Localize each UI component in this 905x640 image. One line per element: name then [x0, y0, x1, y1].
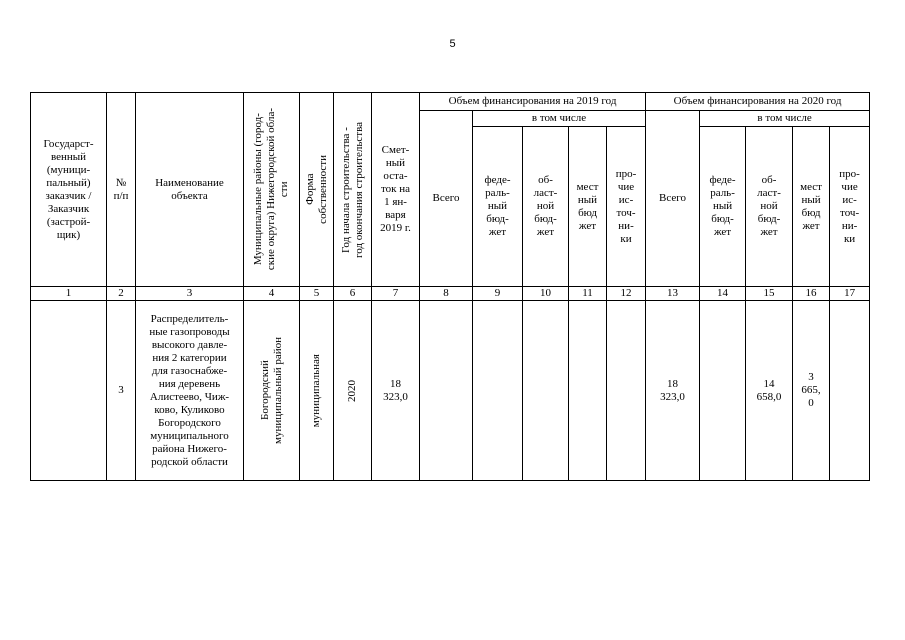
cell-federal-2019 [473, 301, 523, 481]
cell-other-2019 [607, 301, 646, 481]
col-number: 4 [244, 287, 300, 301]
financing-table [30, 92, 870, 481]
header-ownership-text: Форма собственности [303, 155, 329, 224]
col-number: 2 [107, 287, 136, 301]
col-number: 1 [31, 287, 107, 301]
header-fin-2019: Объем финансирования на 2019 год [420, 93, 646, 111]
col-number: 8 [420, 287, 473, 301]
header-incl-2019: в том числе [473, 111, 646, 127]
col-number: 5 [300, 287, 334, 301]
header-federal-2019: феде- раль- ный бюд- жет [473, 127, 523, 287]
header-num: № п/п [107, 93, 136, 287]
header-other-2020: про- чие ис- точ- ни- ки [830, 127, 870, 287]
header-district [244, 93, 300, 287]
header-other-2019: про- чие ис- точ- ни- ки [607, 127, 646, 287]
header-years-text: Год начала строительства - год окончания строительства [339, 121, 365, 258]
header-regional-2019: об- ласт- ной бюд- жет [523, 127, 569, 287]
cell-total-2019 [420, 301, 473, 481]
cell-ownership-text: муниципальная [310, 353, 322, 428]
col-number: 13 [646, 287, 700, 301]
header-local-2020: мест ный бюд жет [793, 127, 830, 287]
table-row [31, 301, 870, 481]
col-number: 12 [607, 287, 646, 301]
col-number: 17 [830, 287, 870, 301]
col-number: 9 [473, 287, 523, 301]
cell-regional-2019 [523, 301, 569, 481]
cell-customer [31, 301, 107, 481]
cell-regional-2020: 14 658,0 [746, 301, 793, 481]
col-number: 11 [569, 287, 607, 301]
cell-estimate: 18 323,0 [372, 301, 420, 481]
cell-ownership [300, 301, 334, 481]
col-number: 3 [136, 287, 244, 301]
col-number: 15 [746, 287, 793, 301]
header-total-2020: Всего [646, 111, 700, 287]
header-fin-2020: Объем финансирования на 2020 год [646, 93, 870, 111]
header-incl-2020: в том числе [700, 111, 870, 127]
col-number: 16 [793, 287, 830, 301]
col-number: 10 [523, 287, 569, 301]
cell-federal-2020 [700, 301, 746, 481]
cell-district-text: Богородский муниципальный район [258, 337, 284, 444]
cell-years-text: 2020 [346, 379, 358, 402]
col-number: 14 [700, 287, 746, 301]
header-estimate: Смет- ный оста- ток на 1 ян- варя 2019 г. [372, 93, 420, 287]
header-total-2019: Всего [420, 111, 473, 287]
cell-district [244, 301, 300, 481]
page-number: 5 [449, 38, 456, 50]
header-years [334, 93, 372, 287]
header-federal-2020: феде- раль- ный бюд- жет [700, 127, 746, 287]
cell-other-2020 [830, 301, 870, 481]
header-local-2019: мест ный бюд жет [569, 127, 607, 287]
cell-local-2020: 3 665, 0 [793, 301, 830, 481]
cell-local-2019 [569, 301, 607, 481]
header-ownership [300, 93, 334, 287]
header-customer: Государст- венный (муници- пальный) заказчик / Заказчик (застрой- щик) [31, 93, 107, 287]
col-number: 6 [334, 287, 372, 301]
col-number: 7 [372, 287, 420, 301]
cell-num: 3 [107, 301, 136, 481]
cell-years [334, 301, 372, 481]
header-regional-2020: об- ласт- ной бюд- жет [746, 127, 793, 287]
header-name: Наименование объекта [136, 93, 244, 287]
cell-name: Распределитель- ные газопроводы высокого давле- ния 2 категории для газоснабже- ния деревень Алистеево, Чиж- ково, Куликово Богородского муниципального района Нижего- родской области [136, 301, 244, 481]
column-number-row [31, 287, 870, 301]
cell-total-2020: 18 323,0 [646, 301, 700, 481]
header-district-text: Муниципальные районы (город- ские округа) Нижегородской обла- сти [252, 108, 290, 271]
